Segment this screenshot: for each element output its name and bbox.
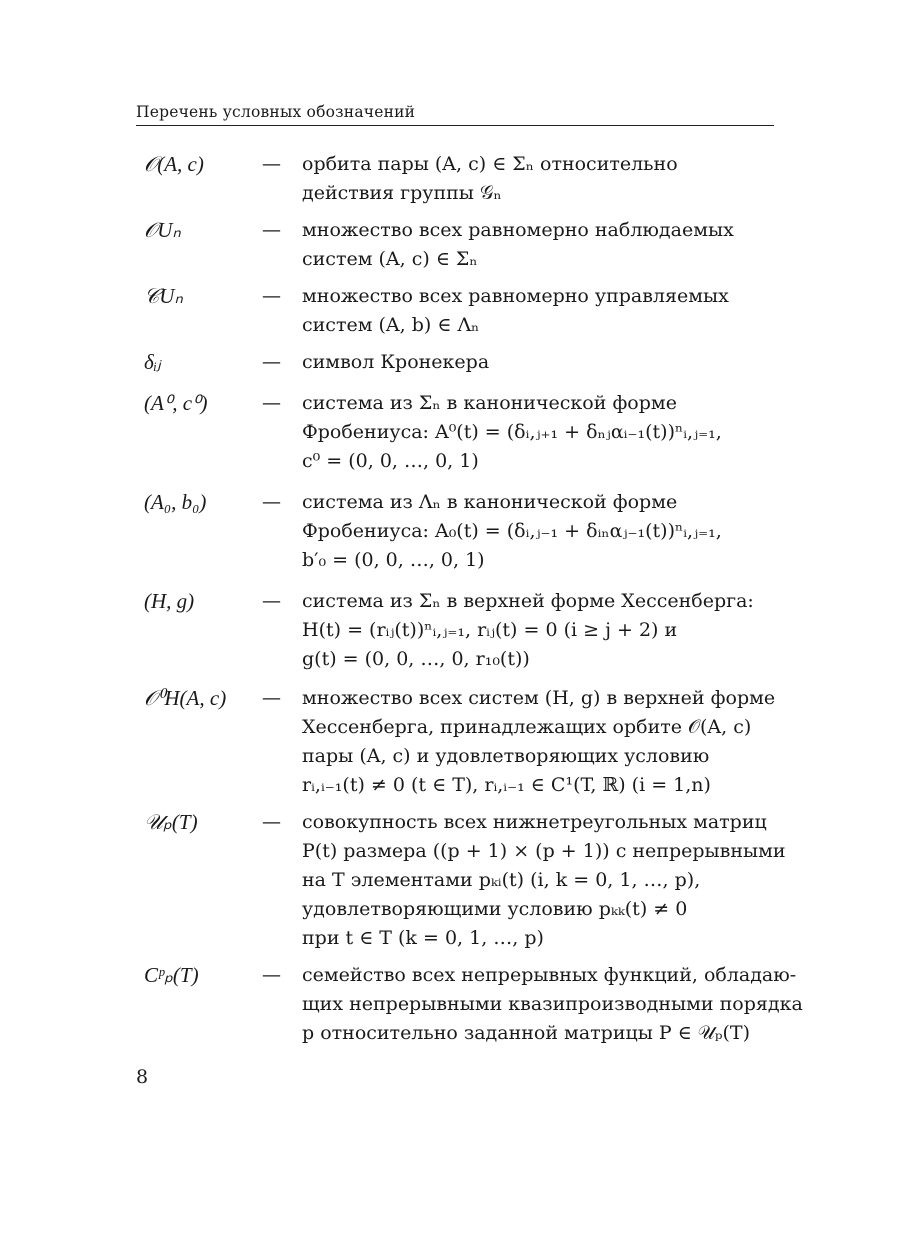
dash: — (262, 811, 281, 833)
dash: — (262, 392, 281, 414)
page-number: 8 (136, 1066, 149, 1088)
notation-entry (136, 488, 796, 575)
notation-description (302, 684, 796, 800)
description-line: p относительно заданной матрицы P ∈ 𝒰ₚ(T) (302, 1022, 751, 1044)
notation-description (302, 961, 803, 1048)
notation-entry (136, 150, 796, 208)
description-line: множество всех равномерно управляемых (302, 285, 729, 307)
notation-entry (136, 216, 796, 274)
notation-symbol: 𝒰ₚ(T) (144, 810, 198, 834)
notation-symbol: (H, g) (144, 589, 195, 613)
dash: — (262, 687, 281, 709)
notation-entry (136, 961, 803, 1048)
notation-symbol: 𝒪(A, c) (144, 152, 204, 176)
description-line: множество всех систем (H, g) в верхней форме (302, 687, 776, 709)
notation-description (302, 488, 796, 575)
description-line: множество всех равномерно наблюдаемых (302, 219, 734, 241)
description-line: совокупность всех нижнетреугольных матриц (302, 811, 767, 833)
description-line: Фробениуса: A⁰(t) = (δᵢ,ⱼ₊₁ + δₙⱼαᵢ₋₁(t))ⁿᵢ,ⱼ₌₁, (302, 421, 722, 443)
notation-symbol: Cᵖₚ(T) (144, 963, 199, 987)
notation-list (136, 150, 803, 1048)
description-line: Хессенберга, принадлежащих орбите 𝒪(A, c) (302, 716, 752, 738)
description-line: систем (A, b) ∈ Λₙ (302, 314, 480, 336)
dash: — (262, 590, 281, 612)
description-line: удовлетворяющими условию pₖₖ(t) ≠ 0 (302, 898, 688, 920)
dash: — (262, 219, 281, 241)
notation-symbol: (A⁰, c⁰) (144, 391, 208, 415)
description-line: H(t) = (rᵢⱼ(t))ⁿᵢ,ⱼ₌₁, rᵢⱼ(t) = 0 (i ≥ j + 2) и (302, 619, 678, 641)
description-line: систем (A, c) ∈ Σₙ (302, 248, 478, 270)
dash: — (262, 491, 281, 513)
description-line: орбита пары (A, c) ∈ Σₙ относительно (302, 153, 678, 175)
notation-description (302, 389, 796, 476)
notation-description (302, 150, 796, 208)
notation-entry (136, 808, 796, 953)
dash: — (262, 964, 281, 986)
notation-description (302, 808, 796, 953)
description-line: щих непрерывными квазипроизводными порядка (302, 993, 803, 1015)
description-line: система из Σₙ в канонической форме (302, 392, 677, 414)
description-line: P(t) размера ((p + 1) × (p + 1)) с непрерывными (302, 840, 786, 862)
notation-entry (136, 389, 796, 476)
description-line: система из Λₙ в канонической форме (302, 491, 678, 513)
notation-description (302, 587, 796, 674)
notation-symbol: 𝒞Uₙ (144, 284, 183, 308)
description-line: rᵢ,ᵢ₋₁(t) ≠ 0 (t ∈ T), rᵢ,ᵢ₋₁ ∈ C¹(T, ℝ) (i = 1,n) (302, 774, 711, 796)
notation-entry (136, 684, 796, 800)
description-line: система из Σₙ в верхней форме Хессенберга: (302, 590, 754, 612)
notation-symbol: 𝒪Uₙ (144, 218, 181, 242)
dash: — (262, 153, 281, 175)
dash: — (262, 351, 281, 373)
description-line: действия группы 𝒢ₙ (302, 182, 502, 204)
notation-entry (136, 348, 796, 377)
description-line: b′₀ = (0, 0, …, 0, 1) (302, 549, 485, 571)
notation-description (302, 348, 796, 377)
notation-entry (136, 282, 796, 340)
notation-entry (136, 587, 796, 674)
description-line: символ Кронекера (302, 351, 490, 373)
notation-description (302, 282, 796, 340)
notation-symbol: 𝒪⁰H(A, c) (144, 686, 227, 710)
description-line: Фробениуса: A₀(t) = (δᵢ,ⱼ₋₁ + δᵢₙαⱼ₋₁(t))ⁿᵢ,ⱼ₌₁, (302, 520, 722, 542)
description-line: на T элементами pₖᵢ(t) (i, k = 0, 1, …, p), (302, 869, 701, 891)
notation-symbol: (A₀, b₀) (144, 490, 207, 514)
description-line: g(t) = (0, 0, …, 0, r₁₀(t)) (302, 648, 530, 670)
notation-symbol: δᵢⱼ (144, 350, 161, 374)
description-line: при t ∈ T (k = 0, 1, …, p) (302, 927, 544, 949)
description-line: семейство всех непрерывных функций, обладаю- (302, 964, 797, 986)
notation-description (302, 216, 796, 274)
description-line: c⁰ = (0, 0, …, 0, 1) (302, 450, 479, 472)
description-line: пары (A, c) и удовлетворяющих условию (302, 745, 710, 767)
dash: — (262, 285, 281, 307)
running-header: Перечень условных обозначений (136, 103, 774, 126)
